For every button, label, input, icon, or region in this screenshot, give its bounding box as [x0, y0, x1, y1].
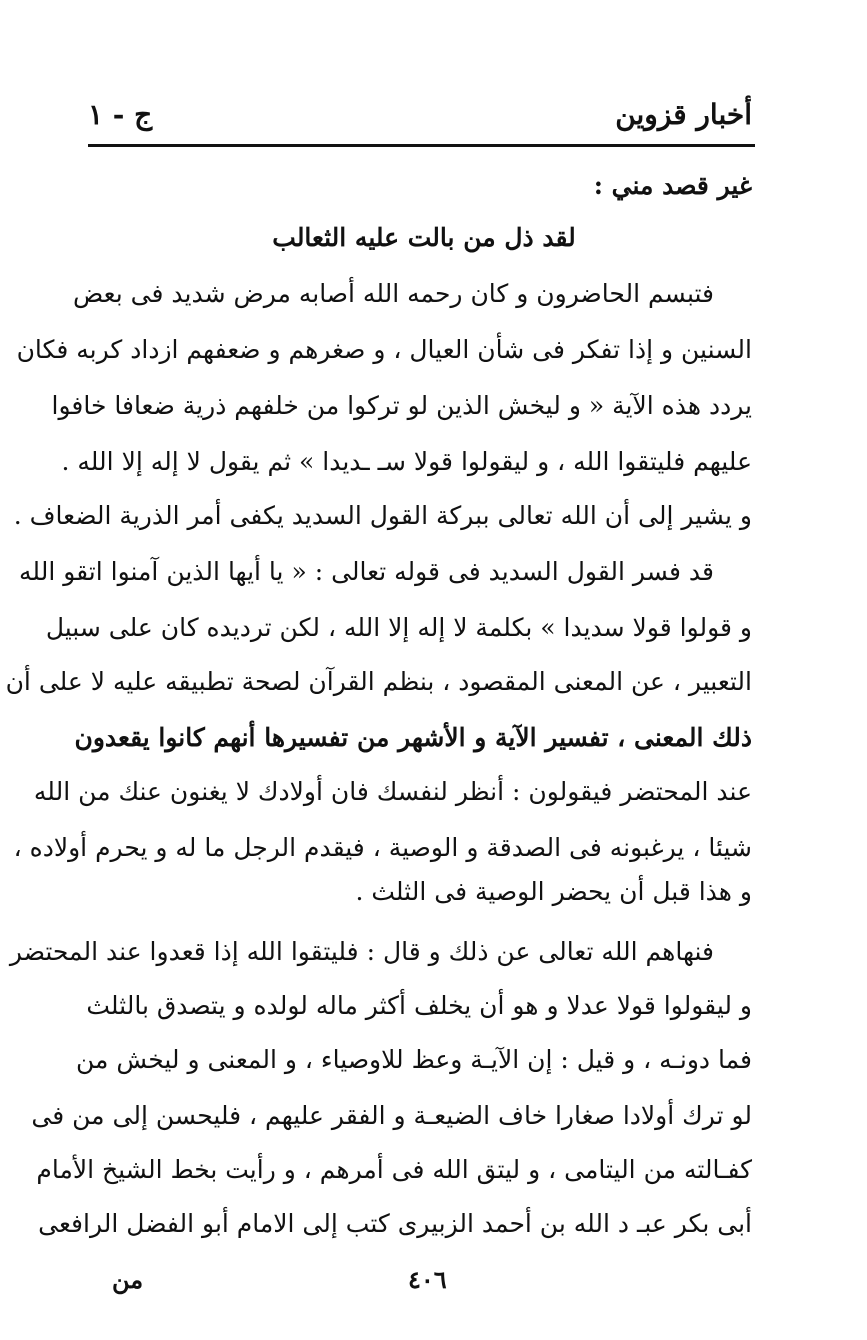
body-line: التعبير ، عن المعنى المقصود ، بنظم القرآن لصحة تطبيقه عليه لا على أن [5, 667, 752, 696]
body-line: و يشير إلى أن الله تعالى ببركة القول السديد يكفى أمر الذرية الضعاف . [13, 501, 752, 530]
body-line: عند المحتضر فيقولون : أنظر لنفسك فان أولادك لا يغنون عنك من الله [33, 777, 752, 806]
body-line: ذلك المعنى ، تفسير الآية و الأشهر من تفسيرها أنهم كانوا يقعدون [74, 723, 752, 752]
body-line: عليهم فليتقوا الله ، و ليقولوا قولا سـ ـديدا » ثم يقول لا إله إلا الله . [61, 447, 752, 476]
body-line: لو ترك أولادا صغارا خاف الضيعـة و الفقر عليهم ، فليحسن إلى من فى [31, 1101, 752, 1130]
body-line: غير قصد مني : [593, 171, 752, 200]
body-line: قد فسر القول السديد فى قوله تعالى : « يا أيها الذين آمنوا اتقو الله [19, 557, 714, 586]
body-line: فنهاهم الله تعالى عن ذلك و قال : فليتقوا الله إذا قعدوا عند المحتضر [9, 937, 714, 966]
body-line: يردد هذه الآية « و ليخش الذين لو تركوا من خلفهم ذرية ضعافا خافوا [51, 391, 752, 420]
body-line: فتبسم الحاضرون و كان رحمه الله أصابه مرض شديد فى بعض [73, 279, 714, 308]
book-title: أخبار قزوين [615, 97, 752, 131]
body-line: السنين و إذا تفكر فى شأن العيال ، و صغرهم و ضعفهم ازداد كربه فكان [16, 335, 752, 364]
volume-label: ج - ١ [88, 97, 153, 131]
body-line: شيئا ، يرغبونه فى الصدقة و الوصية ، فيقدم الرجل ما له و يحرم أولاده ، [13, 833, 752, 862]
catchword: من [112, 1265, 144, 1294]
header-divider [88, 144, 755, 147]
body-line: و قولوا قولا سديدا » بكلمة لا إله إلا الله ، لكن ترديده كان على سبيل [45, 613, 752, 642]
body-line: كفـالته من اليتامى ، و ليتق الله فى أمرهم ، و رأيت بخط الشيخ الأمام [36, 1155, 752, 1184]
body-line: و هذا قبل أن يحضر الوصية فى الثلث . [355, 877, 752, 906]
body-line: و ليقولوا قولا عدلا و هو أن يخلف أكثر ماله لولده و يتصدق بالثلث [86, 991, 752, 1020]
body-line: فما دونـه ، و قيل : إن الآيـة وعظ للاوصياء ، و المعنى و ليخش من [75, 1045, 752, 1074]
body-line: أبى بكر عبـ د الله بن أحمد الزبيرى كتب إلى الامام أبو الفضل الرافعى [38, 1209, 752, 1238]
verse-line: لقد ذل من بالت عليه الثعالب [272, 223, 576, 252]
running-header [88, 88, 752, 140]
page-number: ٤٠٦ [408, 1265, 447, 1294]
